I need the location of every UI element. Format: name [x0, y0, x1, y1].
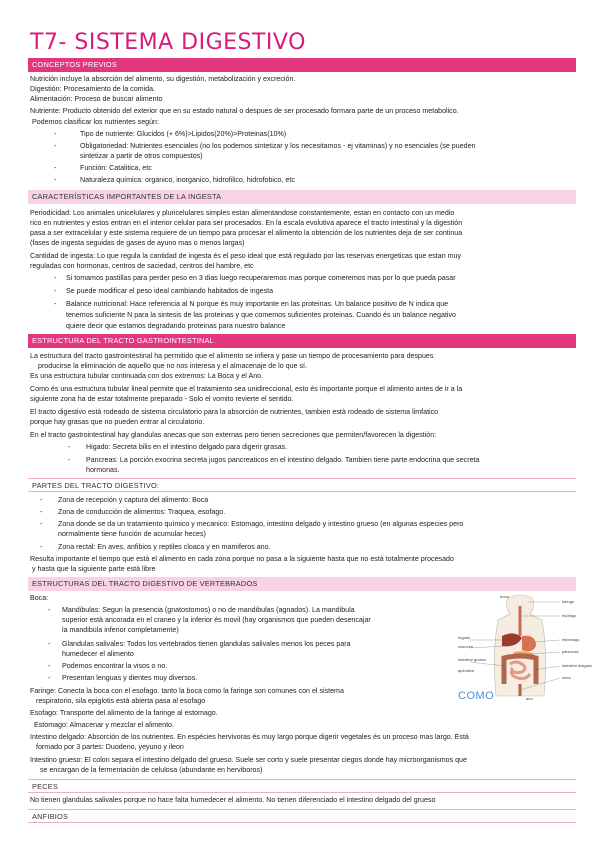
estructura-line-1: La estructura del tracto gastrointestinal ha permitido que el alimento se infiera y pase un tiempo de procesamiento para despues — [30, 352, 434, 360]
conceptos-naturaleza: Naturaleza química: organico, inorganico, hidrofilico, hidrofobico, etc — [80, 176, 295, 184]
conceptos-line-1: Nutrición incluye la absorción del alimento, su digestión, metabolización y excreción. — [30, 75, 296, 83]
conceptos-oblig-2: sintetizar a partir de otros compuestos) — [80, 152, 203, 160]
conceptos-funcion: Función: Catalitica, etc — [80, 164, 152, 172]
caract-balance-3: quiere decir que estamos degradando proteinas para nuestro balance — [66, 322, 286, 330]
figure-label: intestino delgado — [562, 663, 593, 668]
bullet-dash: - — [48, 674, 51, 682]
conceptos-tipo: Tipo de nutriente: Glucidos (+ 6%)>Lipidos(20%)>Proteinas(10%) — [80, 130, 287, 138]
figure-label: recto — [562, 675, 571, 680]
bullet-dash: - — [54, 164, 57, 172]
figure-label: boca — [500, 594, 509, 599]
vert-mandibulas-2: superior està ancorada en el craneo y la inferior és movil (hay organismos que pueden desencajar — [62, 616, 371, 624]
bullet-dash: - — [54, 300, 57, 308]
estructura-line-2: producirse la eliminación de aquello que no nos interesa y el almacenaje de lo que sí. — [38, 362, 307, 370]
bullet-dash: - — [54, 274, 57, 282]
vert-intestino-grueso-1: Intestino grueso: El colon separa el intestino delgado del grueso. Suele ser corto y suele presentar ciegos donde hay microorganismos que — [30, 756, 467, 764]
vert-esofago: Esofago: Transporte del alimento de la faringe al estomago. — [30, 709, 218, 717]
vert-faringe-1: Faringe: Conecta la boca con el esofago. tanto la boca como la faringe son comunes con el sistema — [30, 687, 344, 695]
caract-sub-2: Se puede modificar el peso ideal cambiando habitados de ingesta — [66, 287, 274, 295]
bullet-dash: - — [48, 662, 51, 670]
partes-resulta-1: Resulta importante el tiempo que està el alimento en cada zona porque no pasa a la siguiente hasta que no està totalmente procesado — [30, 555, 454, 563]
vert-mandibulas-3: la mandibula inferior completamente) — [62, 626, 179, 634]
bullet-dash: - — [40, 543, 43, 551]
conceptos-line-4: Nutriente: Producto obtenido del exterior que en su estado natural o despues de ser procesado formara parte de un proceso metabolico. — [30, 107, 459, 115]
figure-caption: COMO — [458, 690, 495, 702]
section-header-partes: PARTES DEL TRACTO DIGESTIVO: — [28, 478, 576, 492]
partes-zona-3b: normalmente tiene función de acumular heces) — [58, 530, 206, 538]
vert-boca: Boca: — [30, 594, 49, 602]
vert-presentan: Presentan lenguas y dientes muy diversos. — [62, 674, 198, 682]
bullet-dash: - — [40, 508, 43, 516]
conceptos-oblig-1: Obligatoriedad: Nutrientes esenciales (no los podemos sintetizar y los necesitamos - ej vitaminas) y no esenciales (se pueden — [80, 142, 476, 150]
page-title: T7- SISTEMA DIGESTIVO — [30, 30, 306, 55]
vert-intestino-delgado-1: Intestino delgado: Absorción de los nutrientes. En espécies hervivoras és muy largo porque digerir vegetales és un proceso mas largo. Està — [30, 733, 469, 741]
estructura-line-4: Como és una estructura tubular lineal permite que el tratamiento sea unidireccional, esto és importante porque el alimento antes de ir a la — [30, 385, 463, 393]
figure-label: hígado — [458, 635, 471, 640]
caract-cantidad-2: reguladas con hormonas, centros de saciedad, centros del hambre, etc — [30, 262, 254, 270]
caract-periodicidad-4: (fases de ingesta seguidas de gases de ayuno mas o menos largas) — [30, 239, 245, 247]
caract-sub-1: Si tomamos pastillas para perder peso en 3 dias luego recuperaremos mas porque comeremos mas por lo que pueda pasar — [66, 274, 456, 282]
estructura-line-3: Es una estructura tubular continuada con dos extremos: La Boca y el Ano. — [30, 372, 264, 380]
conceptos-line-2: Digestión: Procesamiento de la comida. — [30, 85, 155, 93]
partes-zona-1: Zona de recepción y captura del alimento: Boca — [58, 496, 209, 504]
vert-glandulas-2: humedecer el alimento — [62, 650, 134, 658]
section-header-vertebrados: ESTRUCTURAS DEL TRACTO DIGESTIVO DE VERTEBRADOS — [28, 577, 576, 591]
section-header-caracteristicas: CARACTERÍSTICAS IMPORTANTES DE LA INGESTA — [28, 190, 576, 204]
partes-zona-3: Zona donde se da un tratamiento químico y mecanico: Estomago, intestino delgado y intestino grueso (en algunas especies pero — [58, 520, 464, 528]
figure-label: ano — [526, 696, 533, 701]
figure-label: faringe — [562, 599, 575, 604]
partes-zona-2: Zona de conducción de alimentos: Traquea, esofago. — [58, 508, 226, 516]
figure-label: intestino grueso — [458, 657, 487, 662]
digestive-system-figure — [456, 592, 593, 702]
estructura-line-7: porque hay grasas que no pueden entrar al circulatorio. — [30, 418, 205, 426]
bullet-dash: - — [40, 496, 43, 504]
vert-faringe-2: respiratorio, sila epiglotis està abierta pasa al esofago — [36, 697, 206, 705]
estructura-line-8: En el tracto gastrointestinal hay glandulas anecas que son externas pero tienen secreciones que permiten/favorecen la digestión: — [30, 431, 437, 439]
vert-estomago: Estomago: Almacenar y mezclar el alimento. — [34, 721, 174, 729]
estructura-pancreas-1: Pancreas: La porción exocrina secreta jugos pancreaticos en el intestino delgado. Tambien tiene parte endocrina que secreta — [86, 456, 480, 464]
figure-label: estómago — [562, 637, 580, 642]
bullet-dash: - — [48, 606, 51, 614]
vert-mandibulas-1: Mandibulas: Segun la presencia (gnatostomos) o no de mandibulas (agnados). La mandibula — [62, 606, 355, 614]
bullet-dash: - — [54, 287, 57, 295]
estructura-pancreas-2: hormonas. — [86, 466, 120, 474]
estructura-line-6: El tracto digestivo està rodeado de sistema circulatorio para la absorción de nutrientes, tambien està rodeado de sistema limfatico — [30, 408, 439, 416]
bullet-dash: - — [68, 456, 71, 464]
bullet-dash: - — [54, 176, 57, 184]
partes-zona-4: Zona rectal: En aves, anfibios y reptiles cloaca y en mamiferos ano. — [58, 543, 271, 551]
bullet-dash: - — [68, 443, 71, 451]
bullet-dash: - — [40, 520, 43, 528]
figure-label: vesícula — [458, 644, 473, 649]
section-header-estructura: ESTRUCTURA DEL TRACTO GASTROINTESTINAL — [28, 334, 576, 348]
vert-intestino-grueso-2: se encargan de la fermentación de celulosa (abundante en herviboros) — [40, 766, 263, 774]
peces-line-1: No tienen glandulas salivales porque no hace falta humedecer el alimento. No tienen diferenciado el intestino delgado del grueso — [30, 796, 436, 804]
caract-periodicidad-3: pasa a ser extracelular y este sistema requiere de un tiempo para procesar el alimento la obtención de los nutrientes deja de ser continua — [30, 229, 463, 237]
bullet-dash: - — [54, 130, 57, 138]
estructura-line-5: siguiente zona ha de estar totalmente preparado - Solo el vomito revierte el sentido. — [30, 395, 294, 403]
vert-glandulas-1: Glandulas salivales: Todos los vertebrados tienen glandulas salivales menos los peces para — [62, 640, 351, 648]
figure-label: esófago — [562, 613, 577, 618]
caract-periodicidad-1: Periodicidad: Los animales unicelulares y pluricelulares simples estan alimentandose constantemente, estan en contacto con un medio — [30, 209, 455, 217]
vert-intestino-delgado-2: formado por 3 partes: Duodeno, yeyuno y ileon — [36, 743, 184, 751]
vert-podemos: Podemos encontrar la visos o no. — [62, 662, 168, 670]
caract-periodicidad-2: rico en nutrientes y estos entran en el interior celular para ser procesados. En la escala evolutiva aparece el tracto intestinal y la digestión — [30, 219, 463, 227]
bullet-dash: - — [54, 142, 57, 150]
partes-resulta-2: y hasta que la siguiente parte està libre — [32, 565, 156, 573]
conceptos-line-5: Podemos clasificar los nutrientes según: — [32, 118, 159, 126]
caract-balance-1: Balance nutricional: Hace referencia al N porque és muy importante en las proteinas. Un balance positivo de N indica que — [66, 300, 449, 308]
caract-cantidad-1: Cantidad de ingesta: Lo que regula la cantidad de ingesta és el peso ideal que está regulado por las reservas energeticas que estan muy — [30, 252, 462, 260]
bullet-dash: - — [48, 640, 51, 648]
caract-balance-2: tenemos suficiente N para la sintesis de las proteinas y que comemos suficientes proteinas. Cuando és un balance negativo — [66, 311, 456, 319]
section-header-anfibios: ANFIBIOS — [28, 809, 576, 823]
section-header-peces: PECES — [28, 779, 576, 793]
conceptos-line-3: Alimentación: Proceso de buscar alimento — [30, 95, 163, 103]
section-header-conceptos: CONCEPTOS PREVIOS — [28, 58, 576, 72]
figure-label: apéndice — [458, 668, 475, 673]
figure-label: páncreas — [562, 649, 579, 654]
estructura-higado: Higado: Secreta bilis en el intestino delgado para digerir grasas. — [86, 443, 288, 451]
